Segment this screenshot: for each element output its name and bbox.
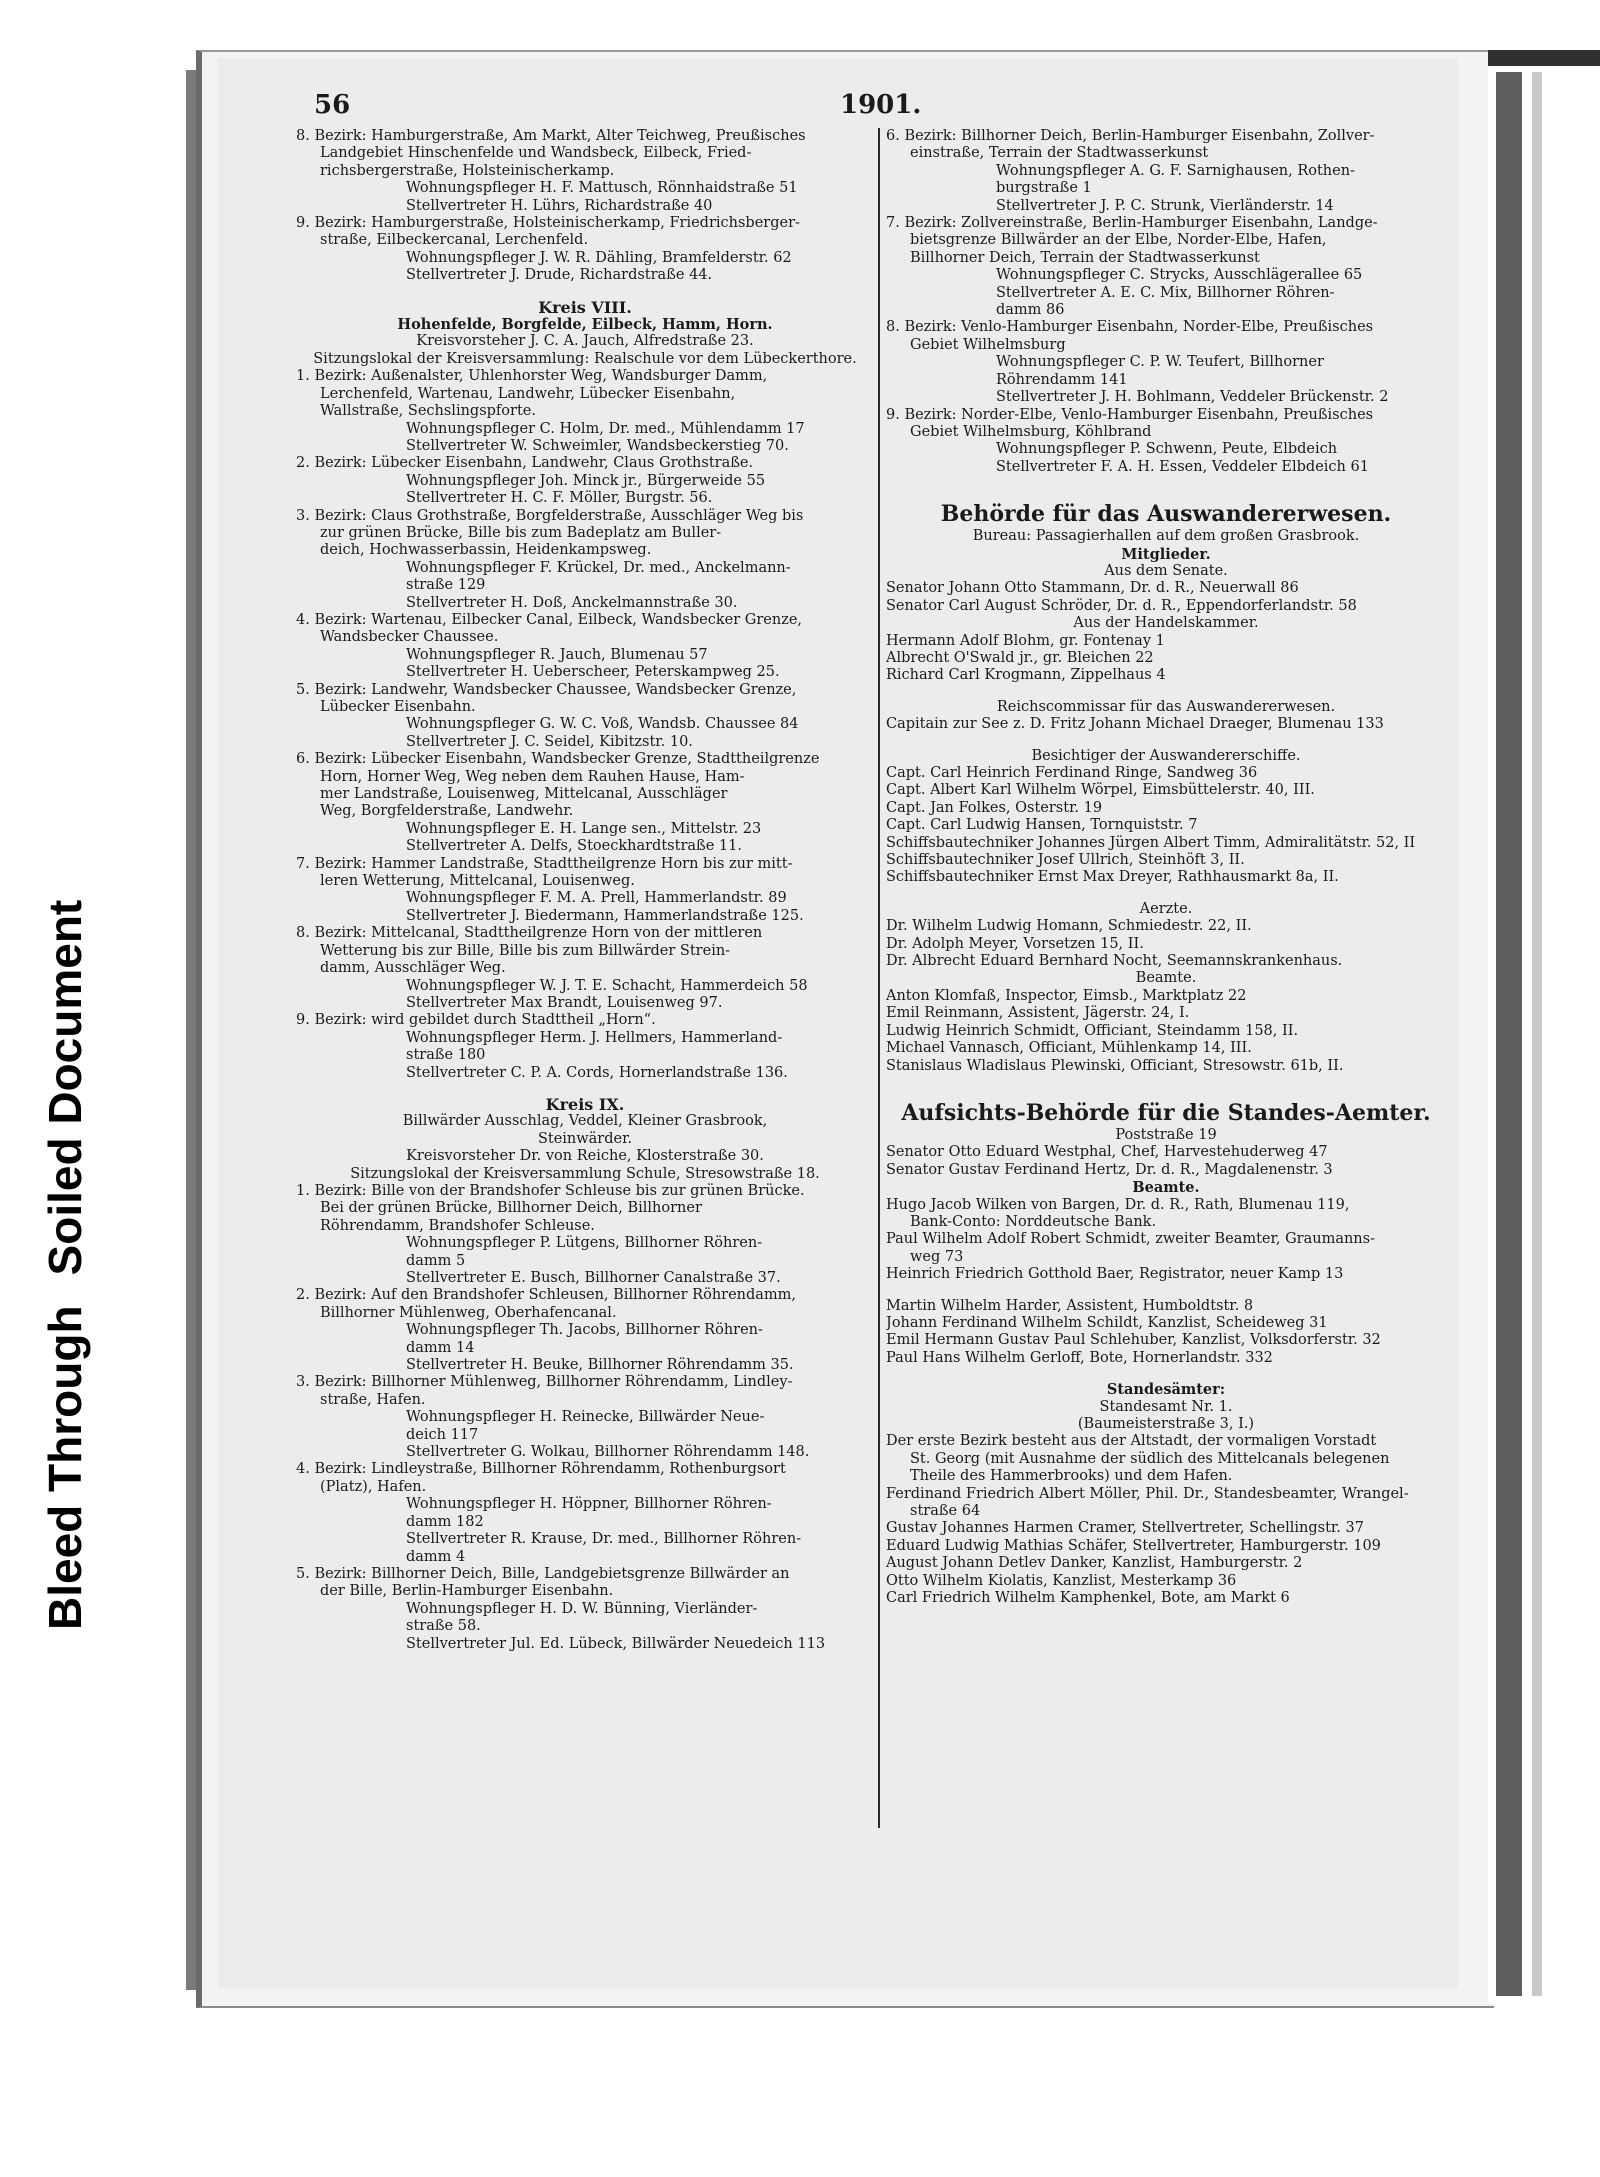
text-line: Landgebiet Hinschenfelde und Wandsbeck, Eilbeck, Fried- — [320, 145, 752, 162]
text-line: 9. Bezirk: Norder-Elbe, Venlo-Hamburger Eisenbahn, Preußisches — [886, 406, 1374, 423]
text-line: Beamte. — [1135, 970, 1197, 987]
text-line: Stellvertreter W. Schweimler, Wandsbeckerstieg 70. — [406, 437, 789, 454]
text-line: weg 73 — [910, 1248, 964, 1265]
text-line: (Baumeisterstraße 3, I.) — [1077, 1416, 1255, 1432]
text-line: Sitzungslokal der Kreisversammlung: Realschule vor dem Lübeckerthore. — [313, 350, 857, 367]
text-line: Stellvertreter A. Delfs, Stoeckhardtstraße 11. — [406, 838, 742, 855]
text-line: deich, Hochwasserbassin, Heidenkampsweg. — [320, 542, 652, 559]
spacer — [886, 685, 1446, 699]
text-line: Stellvertreter F. A. H. Essen, Veddeler Elbdeich 61 — [996, 458, 1369, 475]
text-line: Wohnungspfleger H. Höppner, Billhorner Röhren- — [406, 1496, 772, 1513]
text-line: Stellvertreter C. P. A. Cords, Hornerlandstraße 136. — [406, 1064, 788, 1081]
text-line: Theile des Hammerbrooks) und dem Hafen. — [910, 1468, 1233, 1485]
text-line: Kreisvorsteher J. C. A. Jauch, Alfredstraße 23. — [416, 333, 754, 350]
text-line: Hermann Adolf Blohm, gr. Fontenay 1 — [886, 632, 1165, 649]
text-line: Dr. Albrecht Eduard Bernhard Nocht, Seemannskrankenhaus. — [886, 953, 1343, 970]
text-line: 2. Bezirk: Auf den Brandshofer Schleusen, Billhorner Röhrendamm, — [296, 1287, 797, 1304]
text-line: Wohnungspfleger H. Reinecke, Billwärder Neue- — [406, 1409, 765, 1426]
text-line: Wetterung bis zur Bille, Bille bis zum Billwärder Strein- — [320, 942, 731, 959]
text-line: damm 4 — [406, 1548, 466, 1565]
spacer — [886, 1075, 1446, 1099]
text-line: 8. Bezirk: Hamburgerstraße, Am Markt, Alter Teichweg, Preußisches — [296, 128, 806, 144]
text-line: Michael Vannasch, Officiant, Mühlenkamp 14, III. — [886, 1040, 1252, 1057]
left-column — [296, 128, 874, 1653]
text-line: Gustav Johannes Harmen Cramer, Stellvertreter, Schellingstr. 37 — [886, 1520, 1364, 1537]
text-line: Wohnungspfleger Herm. J. Hellmers, Hammerland- — [406, 1029, 783, 1046]
text-line: St. Georg (mit Ausnahme der südlich des Mittelcanals belegenen — [910, 1450, 1390, 1467]
text-line: Stellvertreter R. Krause, Dr. med., Billhorner Röhren- — [406, 1531, 802, 1548]
text-line: Röhrendamm, Brandshofer Schleuse. — [320, 1217, 595, 1234]
text-line: 6. Bezirk: Lübecker Eisenbahn, Wandsbecker Grenze, Stadttheilgrenze — [296, 751, 820, 768]
bleed-through-label: Bleed Through — [39, 1305, 91, 1630]
text-line: zur grünen Brücke, Bille bis zum Badeplatz am Buller- — [320, 524, 722, 541]
text-line: (Platz), Hafen. — [320, 1478, 427, 1495]
text-line: Dr. Adolph Meyer, Vorsetzen 15, II. — [886, 935, 1144, 952]
text-line: Capt. Jan Folkes, Osterstr. 19 — [886, 799, 1103, 816]
text-line: Wohnungspfleger J. W. R. Dähling, Bramfelderstr. 62 — [406, 249, 792, 266]
text-line: 2. Bezirk: Lübecker Eisenbahn, Landwehr, Claus Grothstraße. — [296, 455, 754, 472]
text-line: 5. Bezirk: Billhorner Deich, Bille, Landgebietsgrenze Billwärder an — [296, 1565, 790, 1582]
text-line: Stellvertreter J. Biedermann, Hammerlandstraße 125. — [406, 907, 804, 924]
text-line: 9. Bezirk: Hamburgerstraße, Holsteinischerkamp, Friedrichsberger- — [296, 215, 800, 232]
text-line: Aus dem Senate. — [1104, 562, 1228, 579]
text-line: Capitain zur See z. D. Fritz Johann Michael Draeger, Blumenau 133 — [886, 716, 1384, 733]
text-line: Billhorner Deich, Terrain der Stadtwasserkunst — [910, 249, 1260, 266]
text-line: Gebiet Wilhelmsburg, Köhlbrand — [910, 423, 1152, 440]
text-line: Senator Otto Eduard Westphal, Chef, Harvestehuderweg 47 — [886, 1144, 1328, 1161]
text-line: Wallstraße, Sechslingspforte. — [320, 403, 536, 420]
text-line: Stellvertreter H. Ueberscheer, Peterskampweg 25. — [406, 664, 780, 681]
text-line: Wohnungspfleger F. M. A. Prell, Hammerlandstr. 89 — [406, 890, 787, 907]
text-line: Stellvertreter H. Lührs, Richardstraße 40 — [406, 197, 713, 214]
text-line: Hohenfelde, Borgfelde, Eilbeck, Hamm, Horn. — [397, 316, 773, 334]
text-line: Ferdinand Friedrich Albert Möller, Phil. Dr., Standesbeamter, Wrangel- — [886, 1485, 1409, 1502]
text-line: 9. Bezirk: wird gebildet durch Stadttheil „Horn“. — [296, 1012, 656, 1029]
text-line: burgstraße 1 — [996, 180, 1092, 197]
text-line: 8. Bezirk: Mittelcanal, Stadttheilgrenze Horn von der mittleren — [296, 925, 763, 942]
spacer — [886, 887, 1446, 901]
text-line: Billhorner Mühlenweg, Oberhafencanal. — [320, 1304, 617, 1321]
text-line: Capt. Carl Heinrich Ferdinand Ringe, Sandweg 36 — [886, 765, 1258, 781]
text-line: Capt. Carl Ludwig Hansen, Tornquiststr. 7 — [886, 817, 1198, 834]
text-line: Johann Ferdinand Wilhelm Schildt, Kanzlist, Scheideweg 31 — [886, 1314, 1328, 1331]
text-line: Poststraße 19 — [1115, 1126, 1217, 1143]
text-line: Lübecker Eisenbahn. — [320, 699, 476, 715]
text-line: damm 86 — [996, 302, 1065, 319]
text-line: 4. Bezirk: Wartenau, Eilbecker Canal, Eilbeck, Wandsbecker Grenze, — [296, 611, 803, 628]
text-line: Hugo Jacob Wilken von Bargen, Dr. d. R., Rath, Blumenau 119, — [886, 1196, 1350, 1213]
text-line: Beamte. — [1132, 1179, 1200, 1197]
text-line: Wohnungspfleger H. F. Mattusch, Rönnhaidstraße 51 — [406, 180, 798, 197]
text-line: 8. Bezirk: Venlo-Hamburger Eisenbahn, Norder-Elbe, Preußisches — [886, 319, 1374, 336]
text-line: Stellvertreter J. H. Bohlmann, Veddeler Brückenstr. 2 — [996, 389, 1389, 406]
text-line: Bureau: Passagierhallen auf dem großen Grasbrook. — [972, 528, 1360, 545]
text-line: Wohnungspfleger C. Strycks, Ausschlägerallee 65 — [996, 267, 1363, 284]
edge-strip-light — [1532, 72, 1542, 1996]
text-line: August Johann Detlev Danker, Kanzlist, Hamburgerstr. 2 — [886, 1555, 1303, 1572]
text-line: Wohnungspfleger P. Lütgens, Billhorner Röhren- — [406, 1235, 763, 1252]
text-line: Aufsichts-Behörde für die Standes-Aemter. — [901, 1099, 1431, 1126]
text-line: damm 5 — [406, 1252, 466, 1269]
text-line: Otto Wilhelm Kiolatis, Kanzlist, Mesterkamp 36 — [886, 1572, 1237, 1589]
text-line: 1. Bezirk: Bille von der Brandshofer Schleuse bis zur grünen Brücke. — [296, 1182, 805, 1199]
text-line: straße, Hafen. — [320, 1391, 426, 1408]
text-line: Stellvertreter J. Drude, Richardstraße 44. — [406, 267, 713, 284]
text-line: damm 14 — [406, 1339, 475, 1356]
page-year: 1901. — [840, 90, 922, 120]
text-line: straße 180 — [406, 1047, 486, 1064]
text-line: Kreis VIII. — [538, 298, 632, 317]
text-line: Wohnungspfleger C. Holm, Dr. med., Mühlendamm 17 — [406, 420, 805, 437]
right-column — [886, 128, 1446, 1607]
text-line: Gebiet Wilhelmsburg — [910, 336, 1066, 353]
text-line: deich 117 — [406, 1426, 479, 1443]
text-line: Wohnungspfleger G. W. C. Voß, Wandsb. Chaussee 84 — [406, 716, 799, 733]
text-line: Emil Reinmann, Assistent, Jägerstr. 24, I. — [886, 1005, 1190, 1022]
soiled-document-label: Soiled Document — [39, 899, 91, 1276]
text-line: Billwärder Ausschlag, Veddel, Kleiner Grasbrook, — [402, 1113, 768, 1130]
column-divider — [878, 128, 880, 1828]
text-line: leren Wetterung, Mittelcanal, Louisenweg. — [320, 873, 635, 890]
text-line: Richard Carl Krogmann, Zippelhaus 4 — [886, 667, 1166, 684]
text-line: straße, Eilbeckercanal, Lerchenfeld. — [320, 232, 589, 249]
text-line: straße 64 — [910, 1503, 981, 1520]
text-line: Röhrendamm 141 — [996, 371, 1128, 388]
text-line: Mitglieder. — [1121, 545, 1211, 563]
text-line: einstraße, Terrain der Stadtwasserkunst — [910, 145, 1209, 162]
text-line: 7. Bezirk: Zollvereinstraße, Berlin-Hamburger Eisenbahn, Landge- — [886, 215, 1378, 232]
text-line: Wohnungspfleger E. H. Lange sen., Mittelstr. 23 — [406, 820, 762, 837]
spacer — [886, 1367, 1446, 1381]
text-line: Paul Hans Wilhelm Gerloff, Bote, Hornerlandstr. 332 — [886, 1349, 1273, 1366]
spacer — [296, 1082, 874, 1096]
spacer — [886, 734, 1446, 748]
text-line: 4. Bezirk: Lindleystraße, Billhorner Röhrendamm, Rothenburgsort — [296, 1461, 786, 1478]
text-line: Steinwärder. — [537, 1130, 633, 1147]
text-line: Wohnungspfleger R. Jauch, Blumenau 57 — [406, 646, 708, 663]
text-line: Eduard Ludwig Mathias Schäfer, Stellvertreter, Hamburgerstr. 109 — [886, 1537, 1381, 1554]
text-line: Wohnungspfleger A. G. F. Sarnighausen, Rothen- — [996, 162, 1355, 179]
text-line: Standesämter: — [1106, 1381, 1226, 1399]
text-line: Kreisvorsteher Dr. von Reiche, Klosterstraße 30. — [406, 1148, 764, 1165]
text-line: Wohnungspfleger W. J. T. E. Schacht, Hammerdeich 58 — [406, 977, 808, 994]
text-line: Albrecht O'Swald jr., gr. Bleichen 22 — [886, 649, 1154, 666]
text-line: straße 58. — [406, 1618, 481, 1635]
text-line: Wohnungspfleger Th. Jacobs, Billhorner Röhren- — [406, 1322, 763, 1339]
text-line: der Bille, Berlin-Hamburger Eisenbahn. — [320, 1583, 614, 1600]
text-line: straße 129 — [406, 577, 486, 594]
spacer — [886, 1284, 1446, 1298]
text-line: Behörde für das Auswandererwesen. — [940, 501, 1392, 528]
text-line: Schiffsbautechniker Johannes Jürgen Albert Timm, Admiralitätstr. 52, II — [886, 834, 1416, 851]
text-line: Besichtiger der Auswandererschiffe. — [1031, 747, 1301, 764]
text-line: Stellvertreter H. Beuke, Billhorner Röhrendamm 35. — [406, 1357, 794, 1374]
text-line: Stellvertreter Max Brandt, Louisenweg 97. — [406, 994, 723, 1011]
text-line: Carl Friedrich Wilhelm Kamphenkel, Bote, am Markt 6 — [886, 1590, 1290, 1607]
text-line: Wohnungspfleger F. Krückel, Dr. med., Anckelmann- — [406, 559, 791, 576]
text-line: Stellvertreter H. Doß, Anckelmannstraße 30. — [406, 594, 738, 611]
spacer — [886, 476, 1446, 500]
text-line: Aerzte. — [1139, 900, 1193, 917]
text-line: Dr. Wilhelm Ludwig Homann, Schmiedestr. 22, II. — [886, 918, 1252, 935]
text-line: Wohnungspfleger P. Schwenn, Peute, Elbdeich — [996, 441, 1338, 458]
text-line: Lerchenfeld, Wartenau, Landwehr, Lübecker Eisenbahn, — [320, 385, 736, 402]
text-line: Weg, Borgfelderstraße, Landwehr. — [320, 803, 574, 820]
text-line: 5. Bezirk: Landwehr, Wandsbecker Chaussee, Wandsbecker Grenze, — [296, 681, 797, 698]
text-line: Kreis IX. — [545, 1095, 625, 1114]
text-line: Wohnungspfleger Joh. Minck jr., Bürgerweide 55 — [406, 472, 766, 489]
text-line: Standesamt Nr. 1. — [1099, 1398, 1233, 1415]
text-line: 7. Bezirk: Hammer Landstraße, Stadttheilgrenze Horn bis zur mitt- — [296, 855, 793, 872]
text-line: Senator Gustav Ferdinand Hertz, Dr. d. R., Magdalenenstr. 3 — [886, 1161, 1333, 1178]
text-line: Stellvertreter H. C. F. Möller, Burgstr. 56. — [406, 490, 713, 507]
text-line: 6. Bezirk: Billhorner Deich, Berlin-Hamburger Eisenbahn, Zollver- — [886, 128, 1375, 144]
text-line: damm, Ausschläger Weg. — [320, 960, 506, 977]
text-line: Wohnungspfleger C. P. W. Teufert, Billhorner — [996, 354, 1324, 371]
next-page-edge — [1488, 50, 1600, 2004]
text-line: richsbergerstraße, Holsteinischerkamp. — [320, 162, 615, 179]
text-line: Schiffsbautechniker Ernst Max Dreyer, Rathhausmarkt 8a, II. — [886, 869, 1339, 886]
text-line: Sitzungslokal der Kreisversammlung Schule, Stresowstraße 18. — [350, 1165, 820, 1182]
text-line: Wandsbecker Chaussee. — [320, 629, 499, 646]
text-line: Stellvertreter J. P. C. Strunk, Vierländerstr. 14 — [996, 197, 1334, 214]
text-line: Bank-Conto: Norddeutsche Bank. — [910, 1213, 1157, 1230]
text-line: Schiffsbautechniker Josef Ullrich, Steinhöft 3, II. — [886, 852, 1245, 869]
text-line: Senator Carl August Schröder, Dr. d. R., Eppendorferlandstr. 58 — [886, 597, 1357, 614]
text-line: Emil Hermann Gustav Paul Schlehuber, Kanzlist, Volksdorferstr. 32 — [886, 1332, 1381, 1349]
text-line: Horn, Horner Weg, Weg neben dem Rauhen Hause, Ham- — [320, 768, 745, 785]
side-label — [38, 630, 92, 1630]
text-line: Senator Johann Otto Stammann, Dr. d. R., Neuerwall 86 — [886, 580, 1299, 597]
text-line: Stellvertreter E. Busch, Billhorner Canalstraße 37. — [406, 1270, 781, 1286]
text-line: Stanislaus Wladislaus Plewinski, Officiant, Stresowstr. 61b, II. — [886, 1057, 1344, 1074]
text-line: 3. Bezirk: Claus Grothstraße, Borgfelderstraße, Ausschläger Weg bis — [296, 507, 804, 524]
page-number: 56 — [314, 90, 351, 120]
text-line: Stellvertreter Jul. Ed. Lübeck, Billwärder Neuedeich 113 — [406, 1635, 826, 1652]
text-line: mer Landstraße, Louisenweg, Mittelcanal, Ausschläger — [320, 786, 728, 803]
text-line: Martin Wilhelm Harder, Assistent, Humboldtstr. 8 — [886, 1297, 1254, 1314]
edge-bar — [1488, 50, 1600, 66]
text-line: Aus der Handelskammer. — [1073, 615, 1259, 632]
text-line: Heinrich Friedrich Gotthold Baer, Registrator, neuer Kamp 13 — [886, 1266, 1344, 1283]
text-line: Stellvertreter G. Wolkau, Billhorner Röhrendamm 148. — [406, 1444, 810, 1461]
text-line: 1. Bezirk: Außenalster, Uhlenhorster Weg, Wandsburger Damm, — [296, 368, 768, 385]
spacer — [296, 285, 874, 299]
text-line: Der erste Bezirk besteht aus der Altstadt, der vormaligen Vorstadt — [886, 1433, 1377, 1450]
text-line: Bei der grünen Brücke, Billhorner Deich, Billhorner — [320, 1200, 702, 1217]
text-line: Wohnungspfleger H. D. W. Bünning, Vierländer- — [406, 1600, 758, 1617]
text-line: Paul Wilhelm Adolf Robert Schmidt, zweiter Beamter, Graumanns- — [886, 1231, 1375, 1248]
text-line: Ludwig Heinrich Schmidt, Officiant, Steindamm 158, II. — [886, 1022, 1299, 1039]
edge-strip — [1496, 72, 1522, 1996]
text-line: Capt. Albert Karl Wilhelm Wörpel, Eimsbüttelerstr. 40, III. — [886, 782, 1315, 799]
text-line: bietsgrenze Billwärder an der Elbe, Norder-Elbe, Hafen, — [910, 232, 1327, 249]
text-line: Reichscommissar für das Auswandererwesen. — [996, 698, 1336, 715]
text-line: Stellvertreter J. C. Seidel, Kibitzstr. 10. — [406, 733, 693, 750]
text-line: 3. Bezirk: Billhorner Mühlenweg, Billhorner Röhrendamm, Lindley- — [296, 1374, 793, 1391]
text-line: damm 182 — [406, 1513, 484, 1530]
text-line: Anton Klomfaß, Inspector, Eimsb., Marktplatz 22 — [886, 987, 1247, 1004]
text-line: Stellvertreter A. E. C. Mix, Billhorner Röhren- — [996, 284, 1335, 301]
